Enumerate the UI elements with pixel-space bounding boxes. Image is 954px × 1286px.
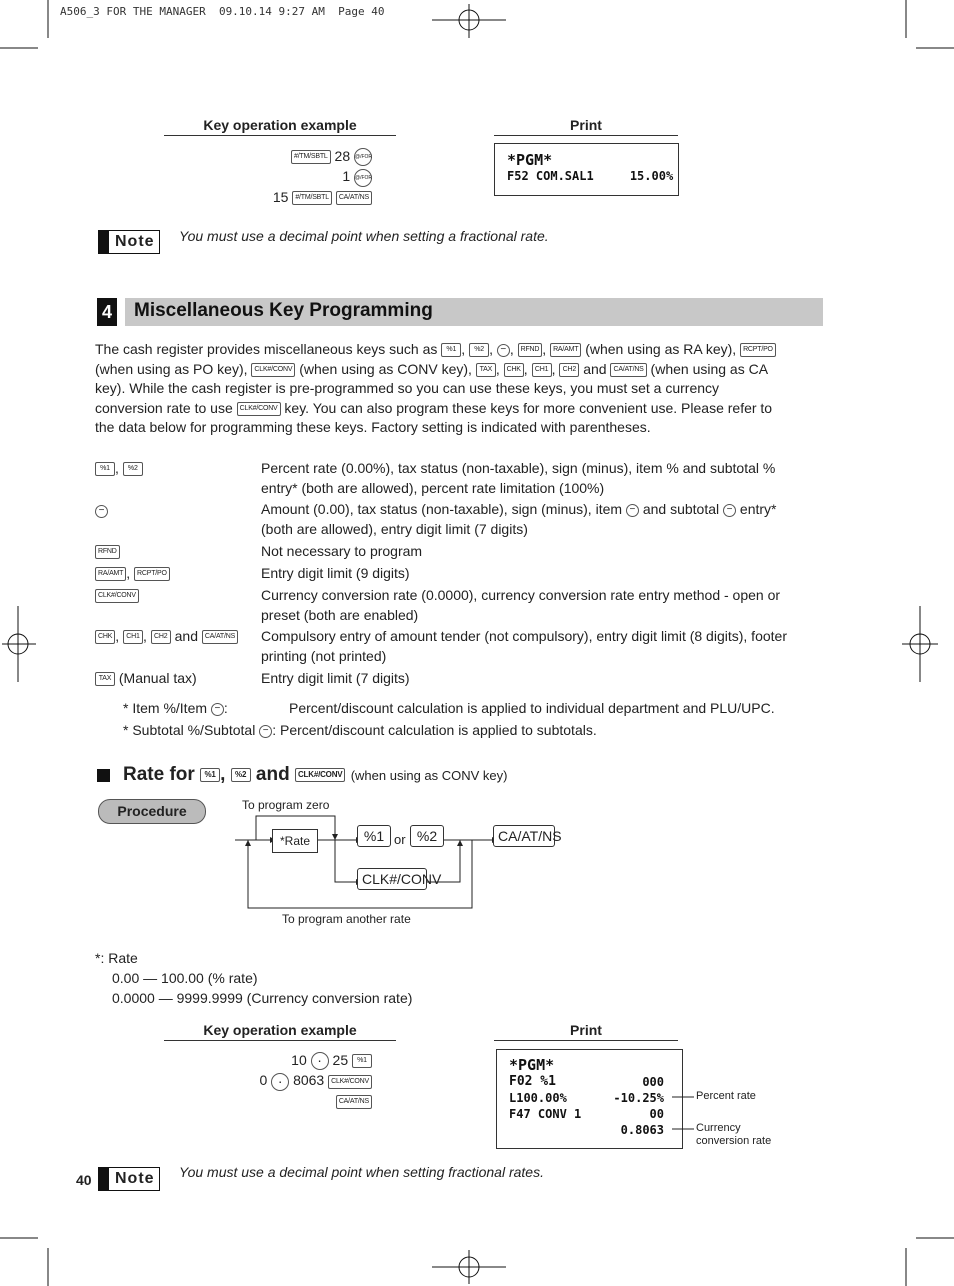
section-title: Miscellaneous Key Programming bbox=[134, 300, 433, 321]
clkconv-key-icon: CLK#/CONV bbox=[95, 589, 139, 603]
setting-desc-ra-po: Entry digit limit (9 digits) bbox=[261, 565, 410, 581]
setting-keys-tax: TAX (Manual tax) bbox=[95, 668, 197, 688]
entry-value: 15 bbox=[272, 188, 289, 205]
clkconv-key-icon: CLK#/CONV bbox=[237, 402, 281, 416]
footnote-subtotal: * Subtotal %/Subtotal − : Percent/discount calculation is applied to subtotals. bbox=[123, 722, 597, 738]
setting-desc-minus: Amount (0.00), tax status (non-taxable), sign (minus), item − and subtotal − entry* (both are allowed), entry digit limit (7 digits) bbox=[261, 501, 777, 537]
print-heading: Print bbox=[494, 1022, 678, 1041]
receipt-line: *PGM* bbox=[509, 1056, 555, 1074]
entry-value: 1 bbox=[342, 168, 351, 185]
setting-keys-chk: CHK , CH1 , CH2 and CA/AT/NS bbox=[95, 626, 238, 646]
rate-entry-box: *Rate bbox=[272, 829, 318, 853]
key-operation-heading: Key operation example bbox=[164, 117, 396, 136]
receipt-value: 00 bbox=[649, 1107, 664, 1121]
pct1-key-icon: %1 bbox=[357, 825, 391, 847]
to-program-another-label: To program another rate bbox=[282, 912, 411, 926]
ch1-key-icon: CH1 bbox=[532, 363, 552, 377]
note-text: You must use a decimal point when setting a fractional rate. bbox=[179, 228, 549, 244]
key-sequence-2: 10 · 25 %1 0 · 8063 CLK#/CONV CA/AT/NS bbox=[200, 1050, 372, 1111]
pct1-key-icon: %1 bbox=[352, 1054, 372, 1068]
entry-value: 28 bbox=[334, 148, 351, 164]
raamt-key-icon: RA/AMT bbox=[95, 567, 126, 581]
rate-note-currency: 0.0000 — 9999.9999 (Currency conversion rate) bbox=[112, 990, 413, 1006]
setting-desc-chk: Compulsory entry of amount tender (not compulsory), entry digit limit (8 digits), footer printing (not printed) bbox=[261, 628, 787, 664]
footnote-item-label: * Item %/Item − : bbox=[123, 700, 228, 716]
callout-currency-rate: Currency conversion rate bbox=[696, 1122, 772, 1147]
setting-desc-tax: Entry digit limit (7 digits) bbox=[261, 670, 410, 686]
receipt-value: 000 bbox=[642, 1075, 664, 1089]
clkconv-key-icon: CLK#/CONV bbox=[357, 868, 427, 890]
clkconv-key-icon: CLK#/CONV bbox=[295, 768, 345, 782]
rcptpo-key-icon: RCPT/PO bbox=[740, 343, 776, 357]
key-operation-heading: Key operation example bbox=[164, 1022, 396, 1041]
chk-key-icon: CHK bbox=[504, 363, 524, 377]
ch1-key-icon: CH1 bbox=[123, 630, 143, 644]
note-badge: Note bbox=[98, 230, 160, 254]
pct2-key-icon: %2 bbox=[469, 343, 489, 357]
rate-heading: Rate for %1 , %2 and CLK#/CONV (when using as CONV key) bbox=[123, 764, 508, 785]
receipt-line: *PGM* bbox=[507, 151, 553, 169]
receipt-value: -10.25% bbox=[613, 1091, 664, 1105]
ch2-key-icon: CH2 bbox=[151, 630, 171, 644]
clkconv-key-icon: CLK#/CONV bbox=[251, 363, 295, 377]
minus-key-icon: − bbox=[723, 504, 736, 517]
minus-key-icon: − bbox=[497, 344, 510, 357]
procedure-badge: Procedure bbox=[98, 799, 206, 824]
minus-key-icon: − bbox=[259, 725, 272, 738]
pct2-key-icon: %2 bbox=[410, 825, 444, 847]
print-heading: Print bbox=[494, 117, 678, 136]
footnote-item-text: Percent/discount calculation is applied to individual department and PLU/UPC. bbox=[289, 700, 775, 716]
receipt-line: F02 %1 bbox=[509, 1074, 556, 1089]
rfnd-key-icon: RFND bbox=[518, 343, 543, 357]
rcptpo-key-icon: RCPT/PO bbox=[134, 567, 170, 581]
pct2-key-icon: %2 bbox=[231, 768, 251, 782]
for-key-icon: @/FOR bbox=[354, 169, 372, 187]
to-program-zero-label: To program zero bbox=[242, 798, 330, 812]
receipt-line: F52 COM.SAL1 15.00% bbox=[507, 169, 674, 183]
caatns-key-icon: CA/AT/NS bbox=[336, 191, 372, 205]
for-key-icon: @/FOR bbox=[354, 148, 372, 166]
raamt-key-icon: RA/AMT bbox=[550, 343, 581, 357]
callout-percent-rate: Percent rate bbox=[696, 1090, 756, 1102]
minus-key-icon: − bbox=[95, 505, 108, 518]
pct1-key-icon: %1 bbox=[441, 343, 461, 357]
rfnd-key-icon: RFND bbox=[95, 545, 120, 559]
caatns-key-icon: CA/AT/NS bbox=[493, 825, 555, 847]
caatns-key-icon: CA/AT/NS bbox=[610, 363, 646, 377]
rate-note-percent: 0.00 — 100.00 (% rate) bbox=[112, 970, 258, 986]
print-header: A506_3 FOR THE MANAGER 09.10.14 9:27 AM Page 40 bbox=[60, 5, 385, 18]
pct2-key-icon: %2 bbox=[123, 462, 143, 476]
clkconv-key-icon: CLK#/CONV bbox=[328, 1075, 372, 1089]
minus-key-icon: − bbox=[211, 703, 224, 716]
pct1-key-icon: %1 bbox=[95, 462, 115, 476]
note-badge: Note bbox=[98, 1167, 160, 1191]
setting-keys-pct: %1 , %2 bbox=[95, 458, 143, 478]
setting-keys-ra-po: RA/AMT , RCPT/PO bbox=[95, 563, 170, 583]
receipt-value: 0.8063 bbox=[620, 1123, 664, 1137]
minus-key-icon: − bbox=[626, 504, 639, 517]
tax-key-icon: TAX bbox=[95, 672, 115, 686]
chk-key-icon: CHK bbox=[95, 630, 115, 644]
receipt-line: L100.00% bbox=[509, 1091, 567, 1105]
or-label: or bbox=[394, 832, 406, 847]
ch2-key-icon: CH2 bbox=[559, 363, 579, 377]
tmsbtl-key-icon: #/TM/SBTL bbox=[292, 191, 332, 205]
page-number: 40 bbox=[76, 1172, 92, 1188]
decimal-point-key-icon: · bbox=[311, 1052, 329, 1070]
receipt-line: F47 CONV 1 bbox=[509, 1107, 582, 1121]
caatns-key-icon: CA/AT/NS bbox=[336, 1095, 372, 1109]
rate-note-title: *: Rate bbox=[95, 950, 138, 966]
setting-desc-rfnd: Not necessary to program bbox=[261, 543, 423, 559]
tmsbtl-key-icon: #/TM/SBTL bbox=[291, 150, 331, 164]
caatns-key-icon: CA/AT/NS bbox=[202, 630, 238, 644]
setting-desc-pct: Percent rate (0.00%), tax status (non-taxable), sign (minus), item % and subtotal % entry* (both are allowed), percent rate limitation (100%) bbox=[261, 460, 776, 496]
section-number: 4 bbox=[97, 298, 117, 326]
tax-key-icon: TAX bbox=[476, 363, 496, 377]
decimal-point-key-icon: · bbox=[271, 1073, 289, 1091]
intro-paragraph: The cash register provides miscellaneous keys such as %1 , %2 , − , RFND , RA/AMT (when using as RA key), RCPT/PO (when using as PO key), CLK#/CONV (when using as CONV key), TAX , CHK , CH1 , CH2 and CA/AT/NS (when using as CA key). While the cash register is pre-programmed so you can use these keys, you must set a currency conversion rate to use CLK#/CONV key. You can also program these keys for more convenient use. Please refer to the data below for programming these keys. Factory setting is indicated with parentheses. bbox=[95, 340, 825, 438]
setting-desc-conv: Currency conversion rate (0.0000), currency conversion rate entry method - open or preset (both are enabled) bbox=[261, 587, 781, 623]
note-text: You must use a decimal point when setting fractional rates. bbox=[179, 1164, 544, 1180]
pct1-key-icon: %1 bbox=[200, 768, 220, 782]
